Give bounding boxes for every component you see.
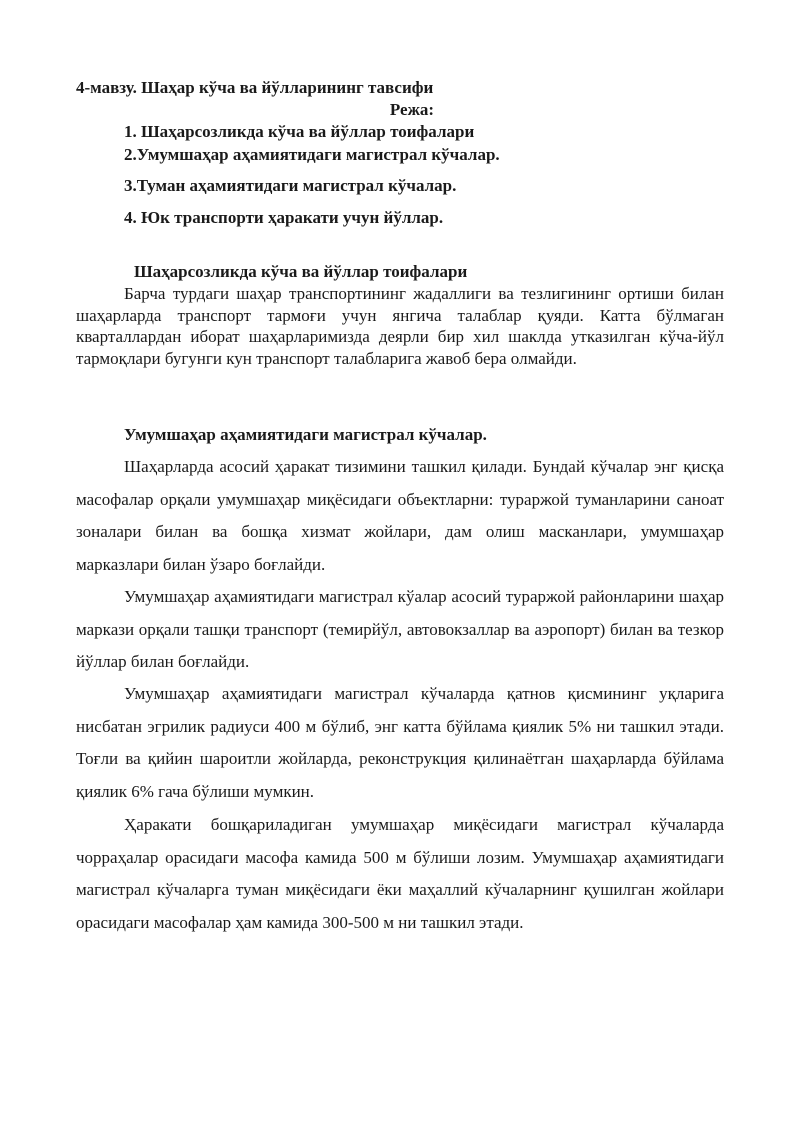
plan-item-4: 4. Юк транспорти ҳаракати учун йўллар. bbox=[124, 208, 444, 227]
plan-heading: Режа: bbox=[389, 100, 435, 119]
paragraph-arterials-3: Умумшаҳар аҳамиятидаги магистрал кўчаларда қатнов қисмининг уқларига нисбатан эгрилик радиуси 400 м бўлиб, энг катта бўйлама қиялик 5% ни ташкил этади. Тоғли ва қийин шароитли жойларда, реконструкция қилинаётган шаҳарларда бўйлама қиялик 6% гача бўлиши мумкин. bbox=[76, 684, 724, 801]
section-heading-citywide-arterials: Умумшаҳар аҳамиятидаги магистрал кўчалар. bbox=[124, 425, 487, 444]
paragraph-arterials-4: Ҳаракати бошқариладиган умумшаҳар миқёсидаги магистрал кўчаларда чорраҳалар орасидаги масофа камида 500 м бўлиши лозим. Умумшаҳар аҳамиятидаги магистрал кўчаларга туман миқёсидаги ёки маҳаллий кўчаларнинг қушилган жойлари орасидаги масофалар ҳам камида 300-500 м ни ташкил этади. bbox=[76, 815, 724, 932]
section-heading-categories: Шаҳарсозликда кўча ва йўллар тоифалари bbox=[134, 262, 468, 281]
paragraph-arterials-2: Умумшаҳар аҳамиятидаги магистрал кўалар асосий тураржой районларини шаҳар маркази орқали ташқи транспорт (темирйўл, автовокзаллар ва аэропорт) билан ва тезкор йўллар билан боғлайди. bbox=[76, 587, 724, 672]
plan-item-1: 1. Шаҳарсозликда кўча ва йўллар тоифалари bbox=[124, 122, 475, 141]
plan-item-2: 2.Умумшаҳар аҳамиятидаги магистрал кўчалар. bbox=[124, 145, 500, 164]
paragraph-categories: Барча турдаги шаҳар транспортининг жадаллиги ва тезлигининг ортиши билан шаҳарларда транспорт тармоғи учун янгича талаблар қуяди. Катта бўлмаган кварталлардан иборат шаҳарларимизда деярли бир хил шаклда утказилган кўча-йўл тармоқлари бугунги кун транспорт талабларига жавоб бера олмайди. bbox=[76, 284, 724, 368]
plan-item-3: 3.Туман аҳамиятидаги магистрал кўчалар. bbox=[124, 176, 457, 195]
document-title: 4-мавзу. Шаҳар кўча ва йўлларининг тавсифи bbox=[76, 78, 434, 97]
paragraph-arterials-1: Шаҳарларда асосий ҳаракат тизимини ташкил қилади. Бундай кўчалар энг қисқа масофалар орқали умумшаҳар миқёсидаги объектларни: тураржой туманларини саноат зоналари билан ва бошқа хизмат жойлари, дам олиш масканлари, умумшаҳар марказлари билан ўзаро боғлайди. bbox=[76, 457, 724, 574]
